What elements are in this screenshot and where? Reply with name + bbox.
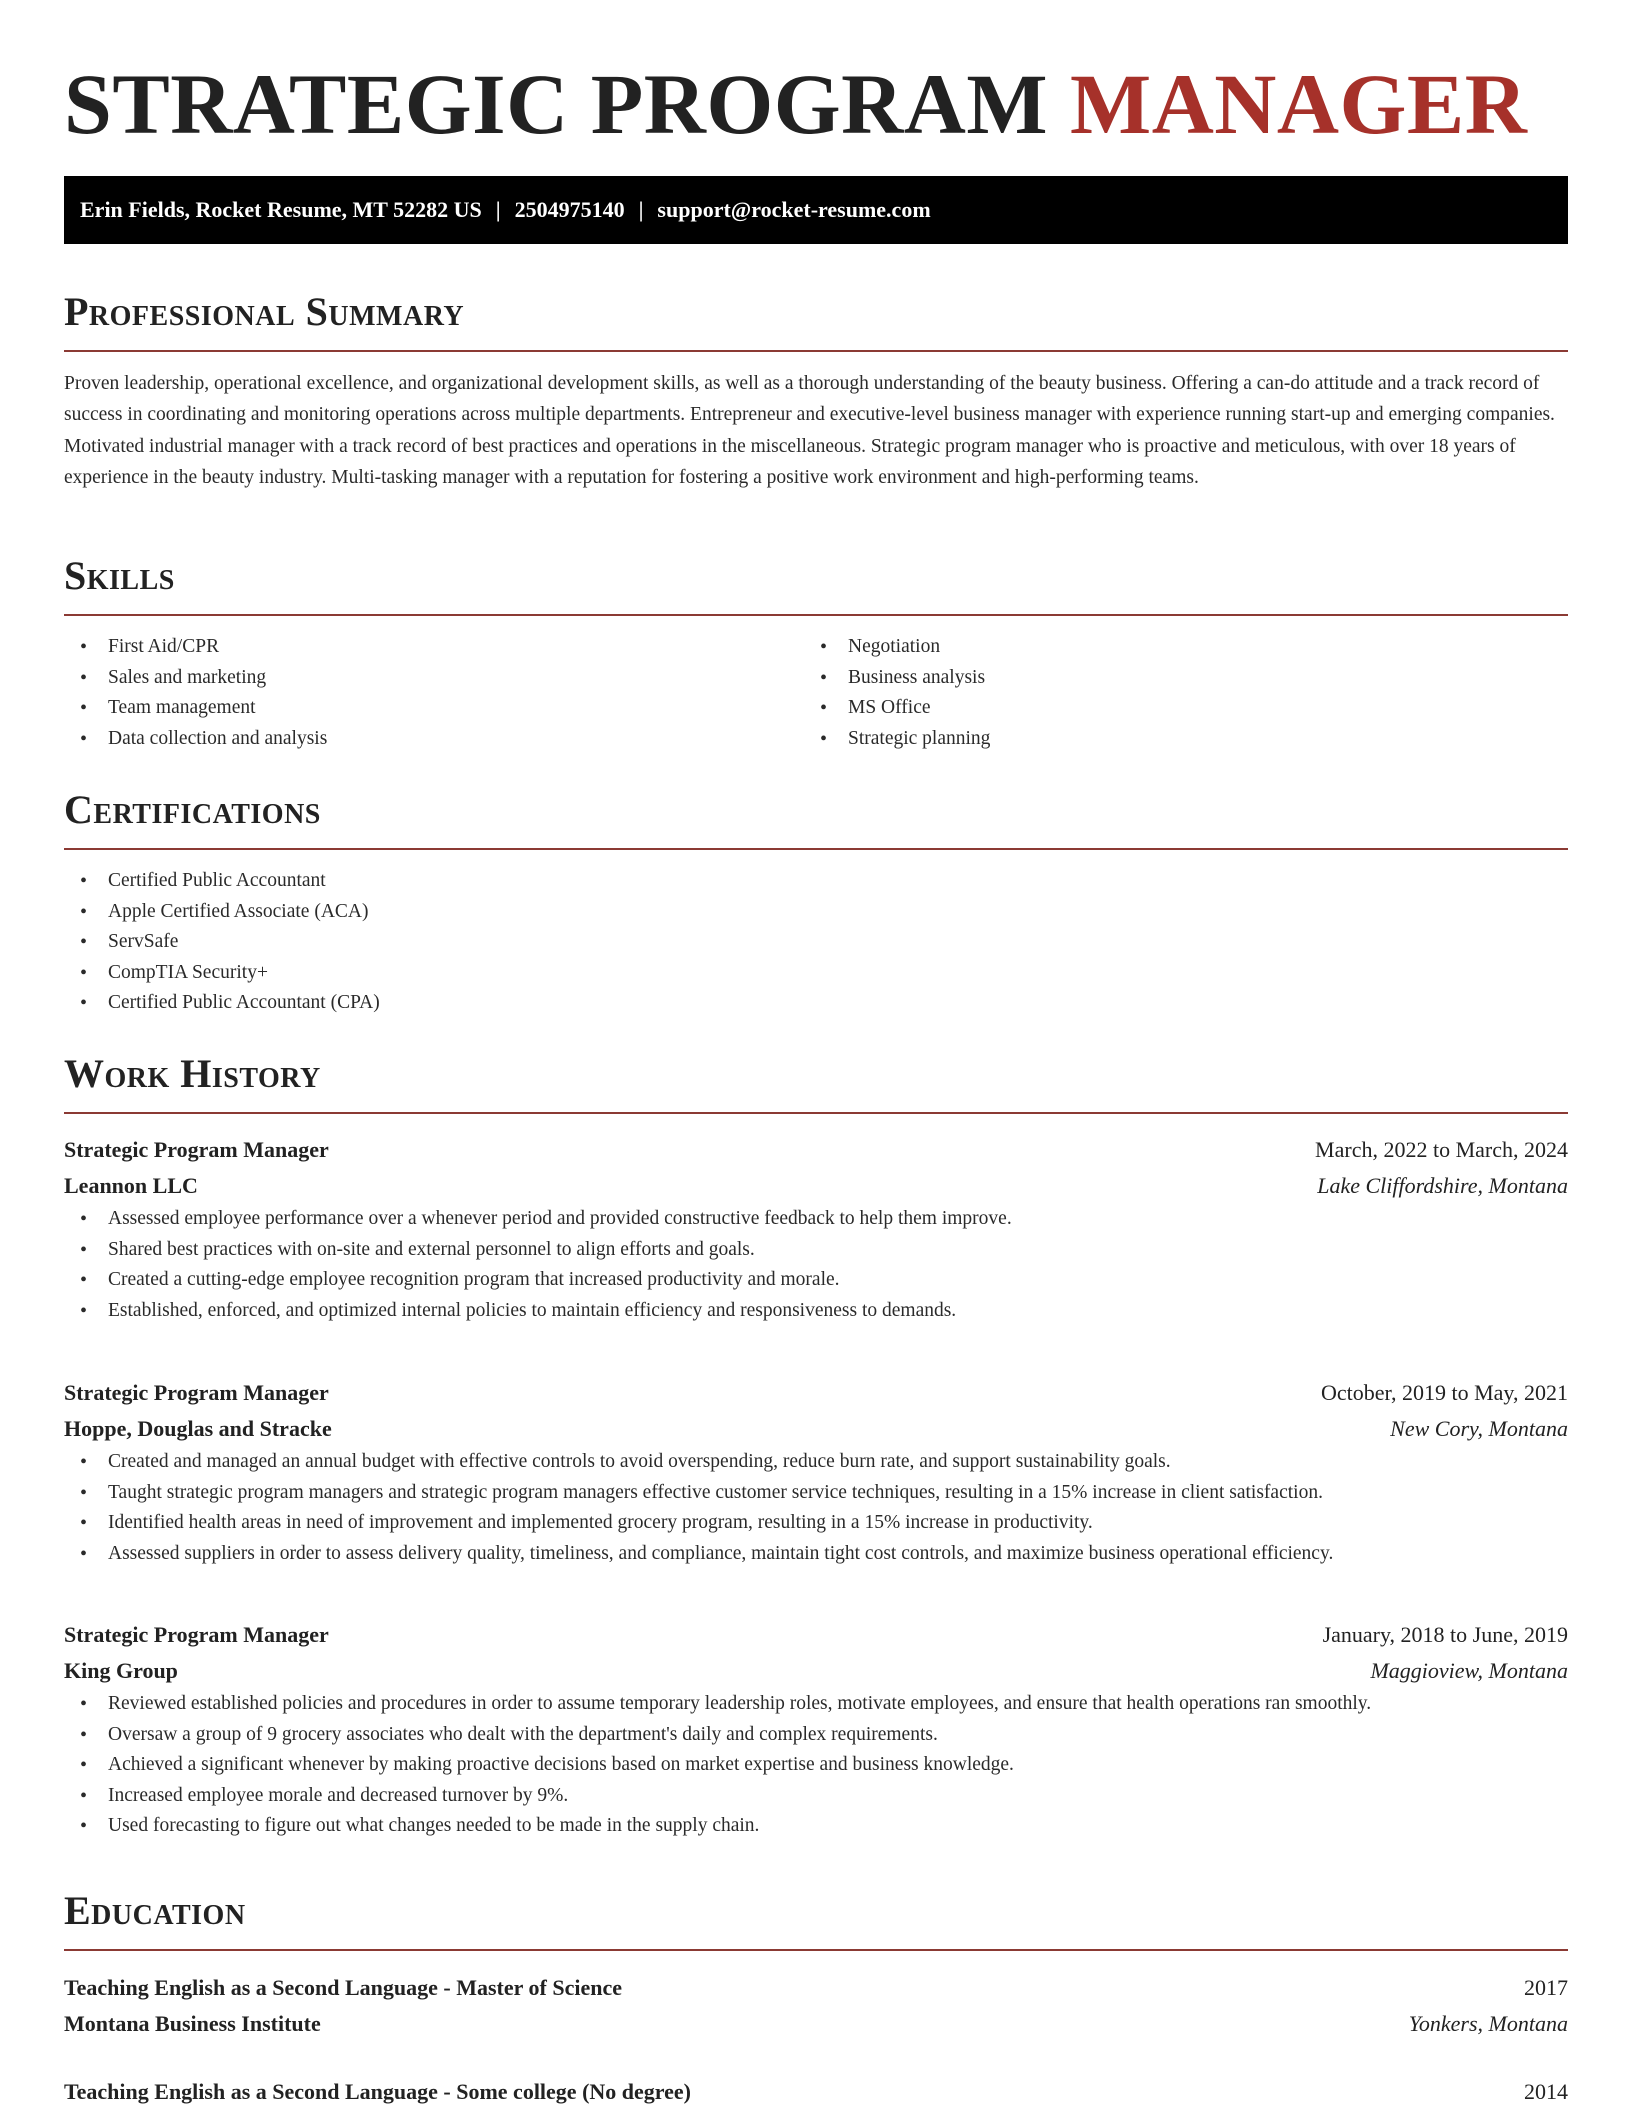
education-degree: Teaching English as a Second Language - Master of Science — [64, 1975, 622, 2000]
job-entry — [64, 1375, 1568, 1569]
education-header — [64, 1970, 1568, 2006]
job-bullet: • Shared best practices with on-site and external personnel to align efforts and goals. — [64, 1235, 1568, 1266]
job-subheader — [64, 1411, 1568, 1447]
job-header — [64, 1132, 1568, 1168]
contact-separator: | — [495, 197, 501, 222]
certification-item: • Apple Certified Associate (ACA) — [64, 897, 1568, 928]
job-dates: January, 2018 to June, 2019 — [1322, 1622, 1568, 1647]
education-entry — [64, 1970, 1568, 2042]
job-bullet: • Assessed employee performance over a whenever period and provided constructive feedback to help them improve. — [64, 1204, 1568, 1235]
title-accent: MANAGER — [1070, 56, 1528, 152]
education-school: Montana Business Institute — [64, 2011, 321, 2036]
job-bullet: • Taught strategic program managers and strategic program managers effective customer service techniques, resulting in a 15% increase in client satisfaction. — [64, 1478, 1568, 1509]
job-bullet: • Increased employee morale and decreased turnover by 9%. — [64, 1781, 1568, 1812]
contact-bar — [64, 176, 1568, 244]
job-entry — [64, 1132, 1568, 1326]
job-bullet: • Reviewed established policies and procedures in order to assume temporary leadership roles, motivate employees, and ensure that health operations ran smoothly. — [64, 1689, 1568, 1720]
education-location: Yonkers, Montana — [1408, 2011, 1568, 2036]
job-header — [64, 1375, 1568, 1411]
job-bullet: • Created a cutting-edge employee recognition program that increased productivity and morale. — [64, 1265, 1568, 1296]
job-bullets — [64, 1204, 1568, 1326]
education-header — [64, 2074, 1568, 2110]
section-divider — [64, 1949, 1568, 1951]
skills-section — [64, 552, 1568, 754]
job-title: Strategic Program Manager — [64, 1380, 329, 1405]
skill-item: • Negotiation — [804, 632, 1544, 663]
education-year: 2017 — [1524, 1975, 1568, 2000]
summary-heading: Professional Summary — [64, 289, 465, 334]
job-company: Hoppe, Douglas and Stracke — [64, 1416, 332, 1441]
education-heading: Education — [64, 1888, 246, 1933]
job-subheader — [64, 1168, 1568, 1204]
education-entry — [64, 2074, 1568, 2110]
education-year: 2014 — [1524, 2079, 1568, 2104]
certification-item: • Certified Public Accountant — [64, 866, 1568, 897]
section-divider — [64, 350, 1568, 352]
job-bullet: • Created and managed an annual budget with effective controls to avoid overspending, reduce burn rate, and support sustainability goals. — [64, 1447, 1568, 1478]
skill-item: • MS Office — [804, 693, 1544, 724]
job-company: King Group — [64, 1658, 178, 1683]
certifications-heading: Certifications — [64, 787, 321, 832]
resume-page — [64, 0, 1568, 2104]
work-history-section — [64, 1050, 1568, 1114]
skill-item: • Strategic planning — [804, 724, 1544, 755]
job-location: Lake Cliffordshire, Montana — [1317, 1173, 1568, 1198]
summary-section — [64, 288, 1568, 493]
skill-item: • First Aid/CPR — [64, 632, 804, 663]
job-header — [64, 1617, 1568, 1653]
certification-item: • Certified Public Accountant (CPA) — [64, 988, 1568, 1019]
education-section — [64, 1887, 1568, 1951]
skills-heading: Skills — [64, 553, 175, 598]
resume-title — [64, 0, 1568, 176]
certification-item: • CompTIA Security+ — [64, 958, 1568, 989]
skill-item: • Business analysis — [804, 663, 1544, 694]
job-bullet: • Identified health areas in need of improvement and implemented grocery program, resulting in a 15% increase in productivity. — [64, 1508, 1568, 1539]
job-entry — [64, 1617, 1568, 1842]
section-divider — [64, 848, 1568, 850]
section-divider — [64, 1112, 1568, 1114]
title-main: STRATEGIC PROGRAM — [64, 56, 1049, 152]
summary-text: Proven leadership, operational excellence, and organizational development skills, as well as a thorough understanding of the beauty business. Offering a can-do attitude and a track record of success in coordinating and monitoring operations across multiple departments. Entrepreneur and executive-level business manager with experience running start-up and emerging companies. Motivated industrial manager with a track record of best practices and operations in the miscellaneous. Strategic program manager who is proactive and meticulous, with over 18 years of experience in the beauty industry. Multi-tasking manager with a reputation for fostering a positive work environment and high-performing teams. — [64, 373, 1555, 488]
certifications-section — [64, 786, 1568, 1019]
skill-item: • Team management — [64, 693, 804, 724]
education-degree: Teaching English as a Second Language - Some college (No degree) — [64, 2079, 692, 2104]
job-subheader — [64, 1653, 1568, 1689]
certification-item: • ServSafe — [64, 927, 1568, 958]
contact-address: Erin Fields, Rocket Resume, MT 52282 US — [80, 197, 482, 222]
job-dates: March, 2022 to March, 2024 — [1315, 1137, 1568, 1162]
skills-list-left — [64, 632, 804, 754]
contact-email: support@rocket-resume.com — [657, 197, 931, 222]
job-company: Leannon LLC — [64, 1173, 198, 1198]
skill-item: • Sales and marketing — [64, 663, 804, 694]
skills-list-right — [804, 632, 1544, 754]
job-dates: October, 2019 to May, 2021 — [1321, 1380, 1568, 1405]
job-location: New Cory, Montana — [1390, 1416, 1568, 1441]
job-bullet: • Achieved a significant whenever by making proactive decisions based on market expertise and business knowledge. — [64, 1750, 1568, 1781]
job-bullets — [64, 1447, 1568, 1569]
job-bullet: • Assessed suppliers in order to assess delivery quality, timeliness, and compliance, maintain tight cost controls, and maximize business operational efficiency. — [64, 1539, 1568, 1570]
section-divider — [64, 614, 1568, 616]
job-bullet: • Oversaw a group of 9 grocery associates who dealt with the department's daily and complex requirements. — [64, 1720, 1568, 1751]
certifications-list — [64, 866, 1568, 1019]
job-bullet: • Used forecasting to figure out what changes needed to be made in the supply chain. — [64, 1811, 1568, 1842]
job-title: Strategic Program Manager — [64, 1137, 329, 1162]
skills-columns — [64, 632, 1568, 754]
education-subheader — [64, 2006, 1568, 2042]
job-bullet: • Established, enforced, and optimized internal policies to maintain efficiency and responsiveness to demands. — [64, 1296, 1568, 1327]
contact-separator: | — [638, 197, 644, 222]
job-bullets — [64, 1689, 1568, 1842]
skill-item: • Data collection and analysis — [64, 724, 804, 755]
job-location: Maggioview, Montana — [1370, 1658, 1568, 1683]
job-title: Strategic Program Manager — [64, 1622, 329, 1647]
contact-phone: 2504975140 — [514, 197, 625, 222]
work-history-heading: Work History — [64, 1051, 321, 1096]
